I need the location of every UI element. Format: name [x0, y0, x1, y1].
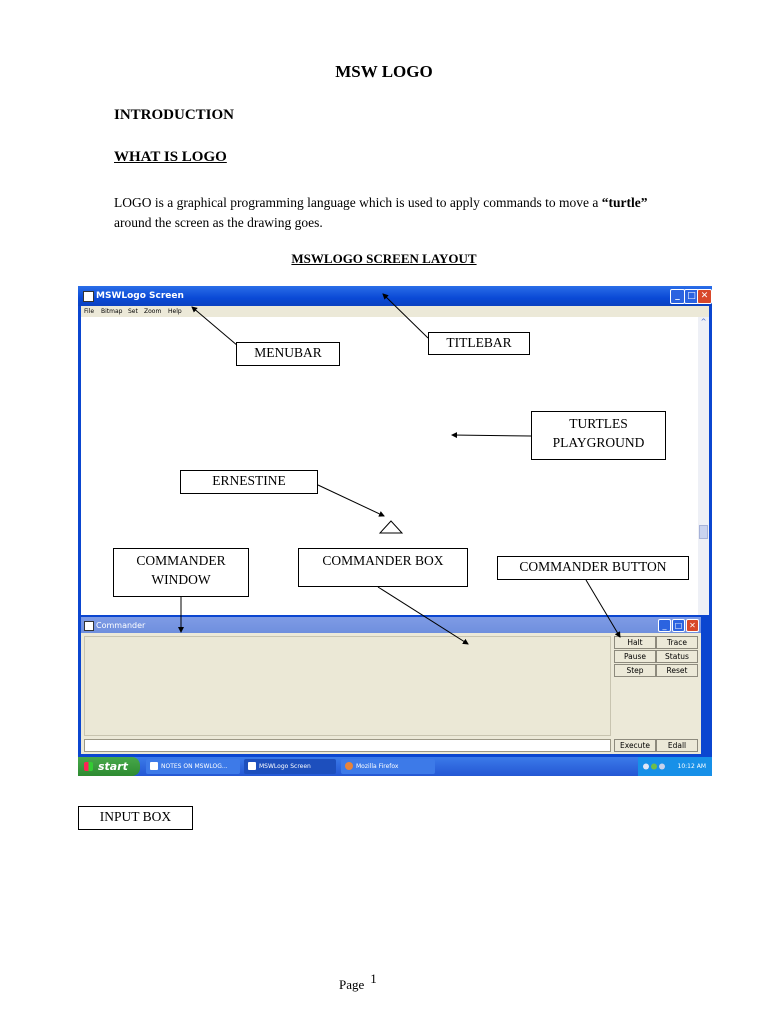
label-input-box: INPUT BOX [78, 806, 193, 830]
commander-maximize-icon[interactable]: □ [672, 619, 685, 632]
page-footer [339, 971, 377, 993]
commander-close-icon[interactable]: ✕ [686, 619, 699, 632]
halt-button[interactable]: Halt [614, 636, 656, 649]
trace-button[interactable]: Trace [656, 636, 698, 649]
heading-introduction: INTRODUCTION [114, 107, 235, 123]
reset-button[interactable]: Reset [656, 664, 698, 677]
label-turtles-line1: TURTLES [569, 416, 628, 431]
menu-file[interactable]: File [84, 308, 95, 315]
heading-what-is-logo: WHAT IS LOGO [114, 149, 227, 165]
label-commander-window [113, 548, 249, 597]
start-label: start [98, 760, 128, 773]
label-menubar: MENUBAR [236, 342, 340, 366]
paragraph-text-2: around the screen as the drawing goes. [114, 215, 323, 230]
paragraph-bold-turtle: “turtle” [601, 195, 648, 210]
scroll-up-icon[interactable]: ^ [700, 318, 707, 326]
label-commander-box: COMMANDER BOX [298, 548, 468, 587]
edall-button[interactable]: Edall [656, 739, 698, 752]
maximize-icon[interactable]: □ [684, 289, 699, 304]
label-turtles-line2: PLAYGROUND [552, 435, 645, 450]
commander-minimize-icon[interactable]: _ [658, 619, 671, 632]
label-titlebar: TITLEBAR [428, 332, 530, 355]
page-number: 1 [370, 971, 377, 986]
commander-title: Commander [96, 621, 146, 630]
label-ernestine: ERNESTINE [180, 470, 318, 494]
task-notes-label: NOTES ON MSWLOG... [161, 763, 228, 770]
menu-bitmap[interactable]: Bitmap [101, 308, 123, 315]
menu-help[interactable]: Help [168, 308, 182, 315]
section-heading-screen-layout: MSWLOGO SCREEN LAYOUT [291, 251, 477, 266]
close-icon[interactable]: ✕ [697, 289, 712, 304]
execute-button[interactable]: Execute [614, 739, 656, 752]
page-label: Page [339, 977, 365, 992]
label-turtles-playground [531, 411, 666, 460]
label-commander-window-line1: COMMANDER [136, 553, 226, 568]
pause-button[interactable]: Pause [614, 650, 656, 663]
status-button[interactable]: Status [656, 650, 698, 663]
menu-set[interactable]: Set [128, 308, 138, 315]
task-mswlogo-label: MSWLogo Screen [259, 763, 311, 770]
minimize-icon[interactable]: _ [670, 289, 685, 304]
document-title: MSW LOGO [335, 62, 433, 81]
window-title: MSWLogo Screen [96, 291, 184, 301]
label-commander-button: COMMANDER BUTTON [497, 556, 689, 580]
menu-zoom[interactable]: Zoom [144, 308, 162, 315]
clock: 10:12 AM [677, 763, 706, 770]
task-firefox-label: Mozilla Firefox [356, 763, 399, 770]
step-button[interactable]: Step [614, 664, 656, 677]
label-commander-window-line2: WINDOW [151, 572, 211, 587]
paragraph-text-1: LOGO is a graphical programming language which is used to apply commands to move a [114, 195, 602, 210]
turtle-icon [380, 521, 402, 533]
